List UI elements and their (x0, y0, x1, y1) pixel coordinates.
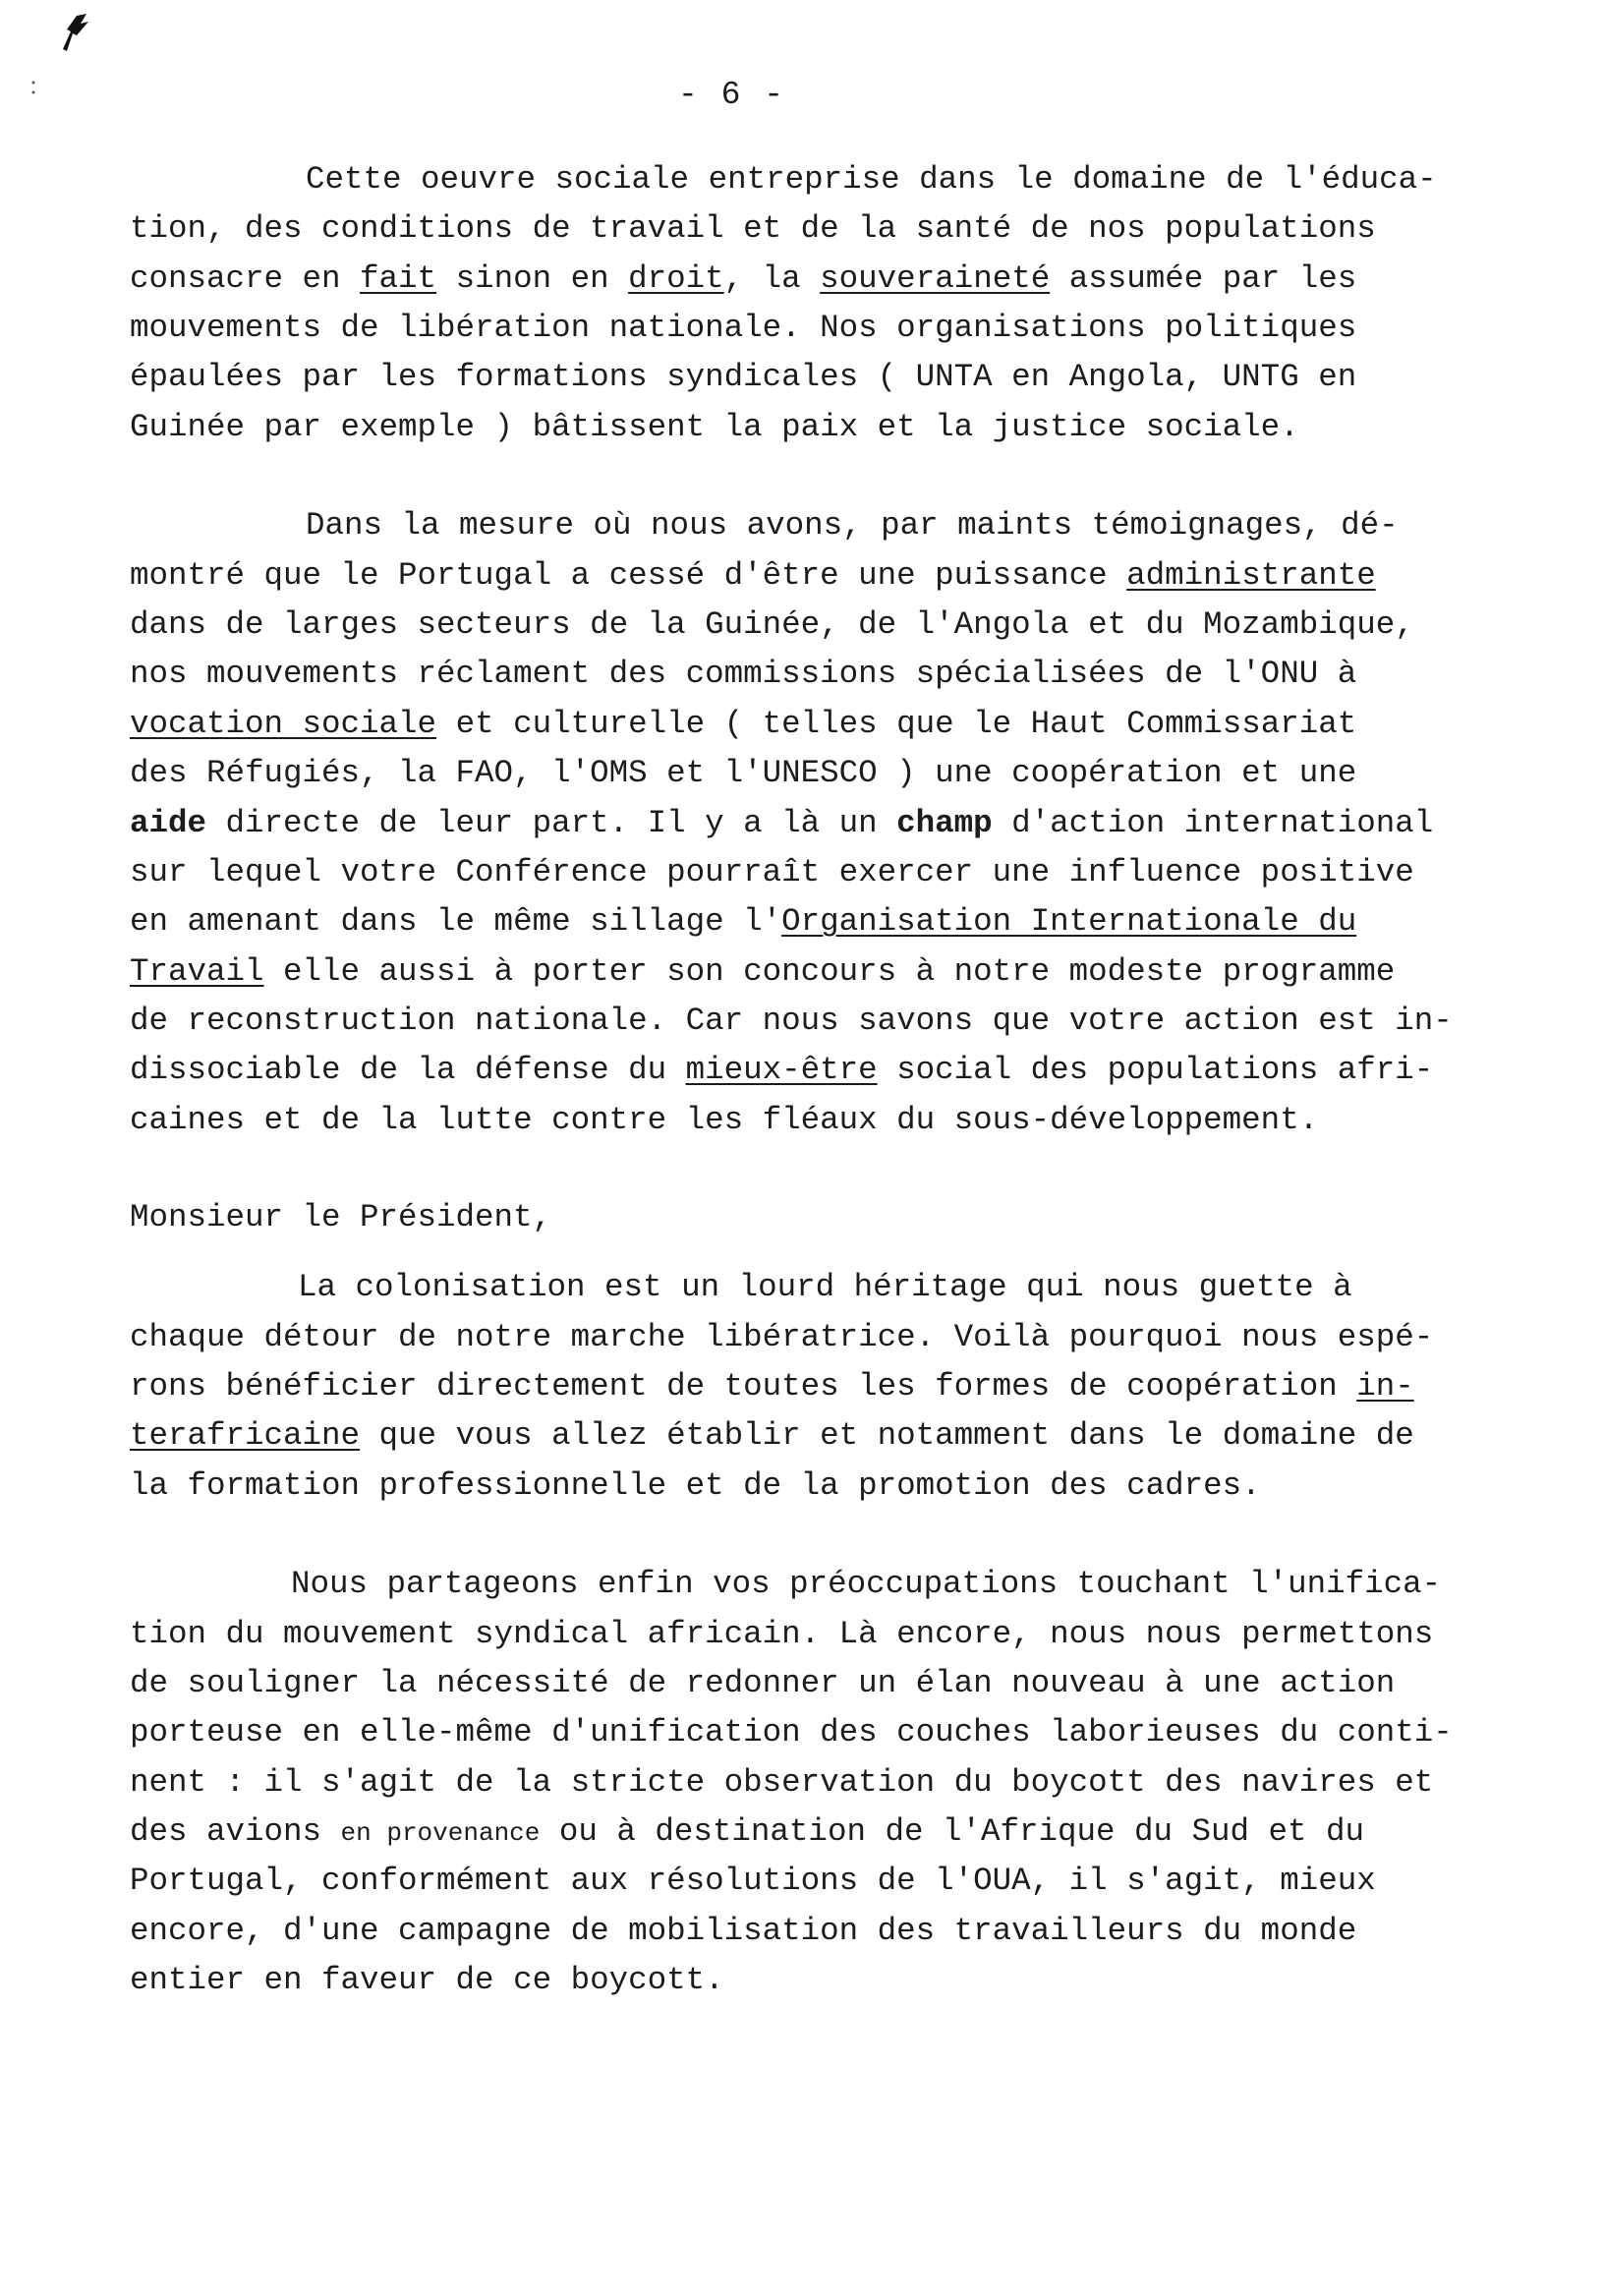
text-segment: social des populations afri- (877, 1052, 1434, 1088)
text-segment: rons bénéficier directement de toutes les formes de coopération (130, 1368, 1357, 1405)
text-line (130, 210, 1376, 247)
text-segment: que vous allez établir et notamment dans le domaine de (360, 1417, 1414, 1454)
text-segment: elle aussi à porter son concours à notre modeste programme (263, 953, 1396, 990)
underlined-text: administrante (1126, 557, 1376, 594)
text-line (130, 1368, 1414, 1405)
text-segment: des Réfugiés, la FAO, l'OMS et l'UNESCO ) une coopération et une (130, 755, 1357, 791)
text-line (130, 1962, 724, 1998)
text-segment: La colonisation est un lourd héritage qui nous guette à (298, 1269, 1352, 1305)
underlined-text: in- (1356, 1368, 1414, 1405)
text-segment: Nous partageons enfin vos préoccupations touchant l'unifica- (291, 1566, 1442, 1602)
text-segment: sur lequel votre Conférence pourraît exercer une influence positive (130, 854, 1414, 890)
underlined-text: terafricaine (130, 1417, 361, 1454)
text-segment: nent : il s'agit de la stricte observation du boycott des navires et (130, 1764, 1434, 1801)
text-line (130, 805, 1434, 841)
page-number: - 6 - (678, 77, 786, 113)
text-segment: dissociable de la défense du (130, 1052, 686, 1088)
text-line (130, 953, 1396, 990)
text-segment: chaque détour de notre marche libératrice. Voilà pourquoi nous espé- (130, 1319, 1434, 1355)
text-line (130, 1913, 1357, 1949)
text-segment: Monsieur le Président, (130, 1199, 552, 1235)
ink-mark-icon (43, 10, 102, 59)
text-line (130, 1199, 552, 1235)
margin-dots-icon (29, 77, 37, 106)
text-segment: assumée par les (1050, 260, 1357, 297)
text-line (130, 755, 1357, 791)
text-line (298, 1269, 1352, 1305)
text-segment: tion du mouvement syndical africain. Là encore, nous nous permettons (130, 1616, 1434, 1652)
text-segment: directe de leur part. Il y a là un (206, 805, 897, 841)
text-line (130, 656, 1357, 692)
text-segment: d'action international (992, 805, 1434, 841)
text-segment: en provenance (340, 1818, 541, 1848)
text-line (130, 1102, 1319, 1138)
text-line (130, 1417, 1414, 1454)
text-line (130, 1467, 1261, 1504)
text-line (130, 1052, 1434, 1088)
text-line (130, 903, 1357, 940)
text-segment: Portugal, conformément aux résolutions de l'OUA, il s'agit, mieux (130, 1863, 1376, 1899)
text-line (130, 260, 1357, 297)
text-line (306, 161, 1437, 198)
text-segment: ou à destination de l'Afrique du Sud et du (540, 1813, 1365, 1850)
text-segment: champ (896, 805, 993, 841)
text-line (130, 1813, 1365, 1850)
text-segment: Dans la mesure où nous avons, par maints témoignages, dé- (306, 507, 1399, 544)
text-segment: et culturelle ( telles que le Haut Commissariat (436, 706, 1357, 742)
text-segment: épaulées par les formations syndicales ( UNTA en Angola, UNTG en (130, 359, 1357, 395)
text-line (130, 1319, 1434, 1355)
text-segment: porteuse en elle-même d'unification des couches laborieuses du conti- (130, 1714, 1453, 1751)
text-line (130, 1714, 1453, 1751)
text-segment: mouvements de libération nationale. Nos organisations politiques (130, 310, 1357, 346)
text-line (130, 606, 1414, 643)
text-segment: la formation professionnelle et de la promotion des cadres. (130, 1467, 1261, 1504)
text-segment: aide (130, 805, 207, 841)
text-segment: en amenant dans le même sillage l' (130, 903, 782, 940)
text-segment: tion, des conditions de travail et de la santé de nos populations (130, 210, 1376, 247)
underlined-text: vocation sociale (130, 706, 437, 742)
text-line (130, 1863, 1376, 1899)
text-line (130, 1005, 1453, 1038)
text-line (130, 706, 1357, 742)
text-line (130, 409, 1299, 445)
text-line (291, 1566, 1442, 1602)
text-segment: Cette oeuvre sociale entreprise dans le domaine de l'éduca- (306, 161, 1437, 198)
text-segment: de souligner la nécessité de redonner un élan nouveau à une action (130, 1665, 1396, 1701)
underlined-text: droit (628, 260, 724, 297)
text-segment: des avions (130, 1813, 341, 1850)
text-segment: , la (723, 260, 821, 297)
underlined-text: Travail (130, 953, 264, 990)
text-segment: de reconstruction nationale. Car nous savons que votre action est in- (130, 1003, 1453, 1039)
text-line (130, 557, 1376, 594)
text-segment: caines et de la lutte contre les fléaux du sous-développement. (130, 1102, 1319, 1138)
text-segment: consacre en (130, 260, 361, 297)
underlined-text: mieux-être (685, 1052, 878, 1088)
text-line (130, 1665, 1396, 1701)
text-segment: sinon en (436, 260, 629, 297)
text-segment: dans de larges secteurs de la Guinée, de l'Angola et du Mozambique, (130, 606, 1414, 643)
underlined-text: fait (360, 260, 437, 297)
text-line (306, 507, 1399, 544)
text-line (130, 310, 1357, 346)
text-line (130, 359, 1357, 395)
text-segment: nos mouvements réclament des commissions spécialisées de l'ONU à (130, 656, 1357, 692)
text-line (130, 1764, 1434, 1801)
text-line (130, 1616, 1434, 1652)
text-segment: encore, d'une campagne de mobilisation des travailleurs du monde (130, 1913, 1357, 1949)
underlined-text: souveraineté (820, 260, 1051, 297)
text-segment: Guinée par exemple ) bâtissent la paix et la justice sociale. (130, 409, 1299, 445)
text-line (130, 854, 1414, 890)
text-segment: entier en faveur de ce boycott. (130, 1962, 724, 1998)
text-segment: montré que le Portugal a cessé d'être une puissance (130, 557, 1127, 594)
underlined-text: Organisation Internationale du (781, 903, 1357, 940)
